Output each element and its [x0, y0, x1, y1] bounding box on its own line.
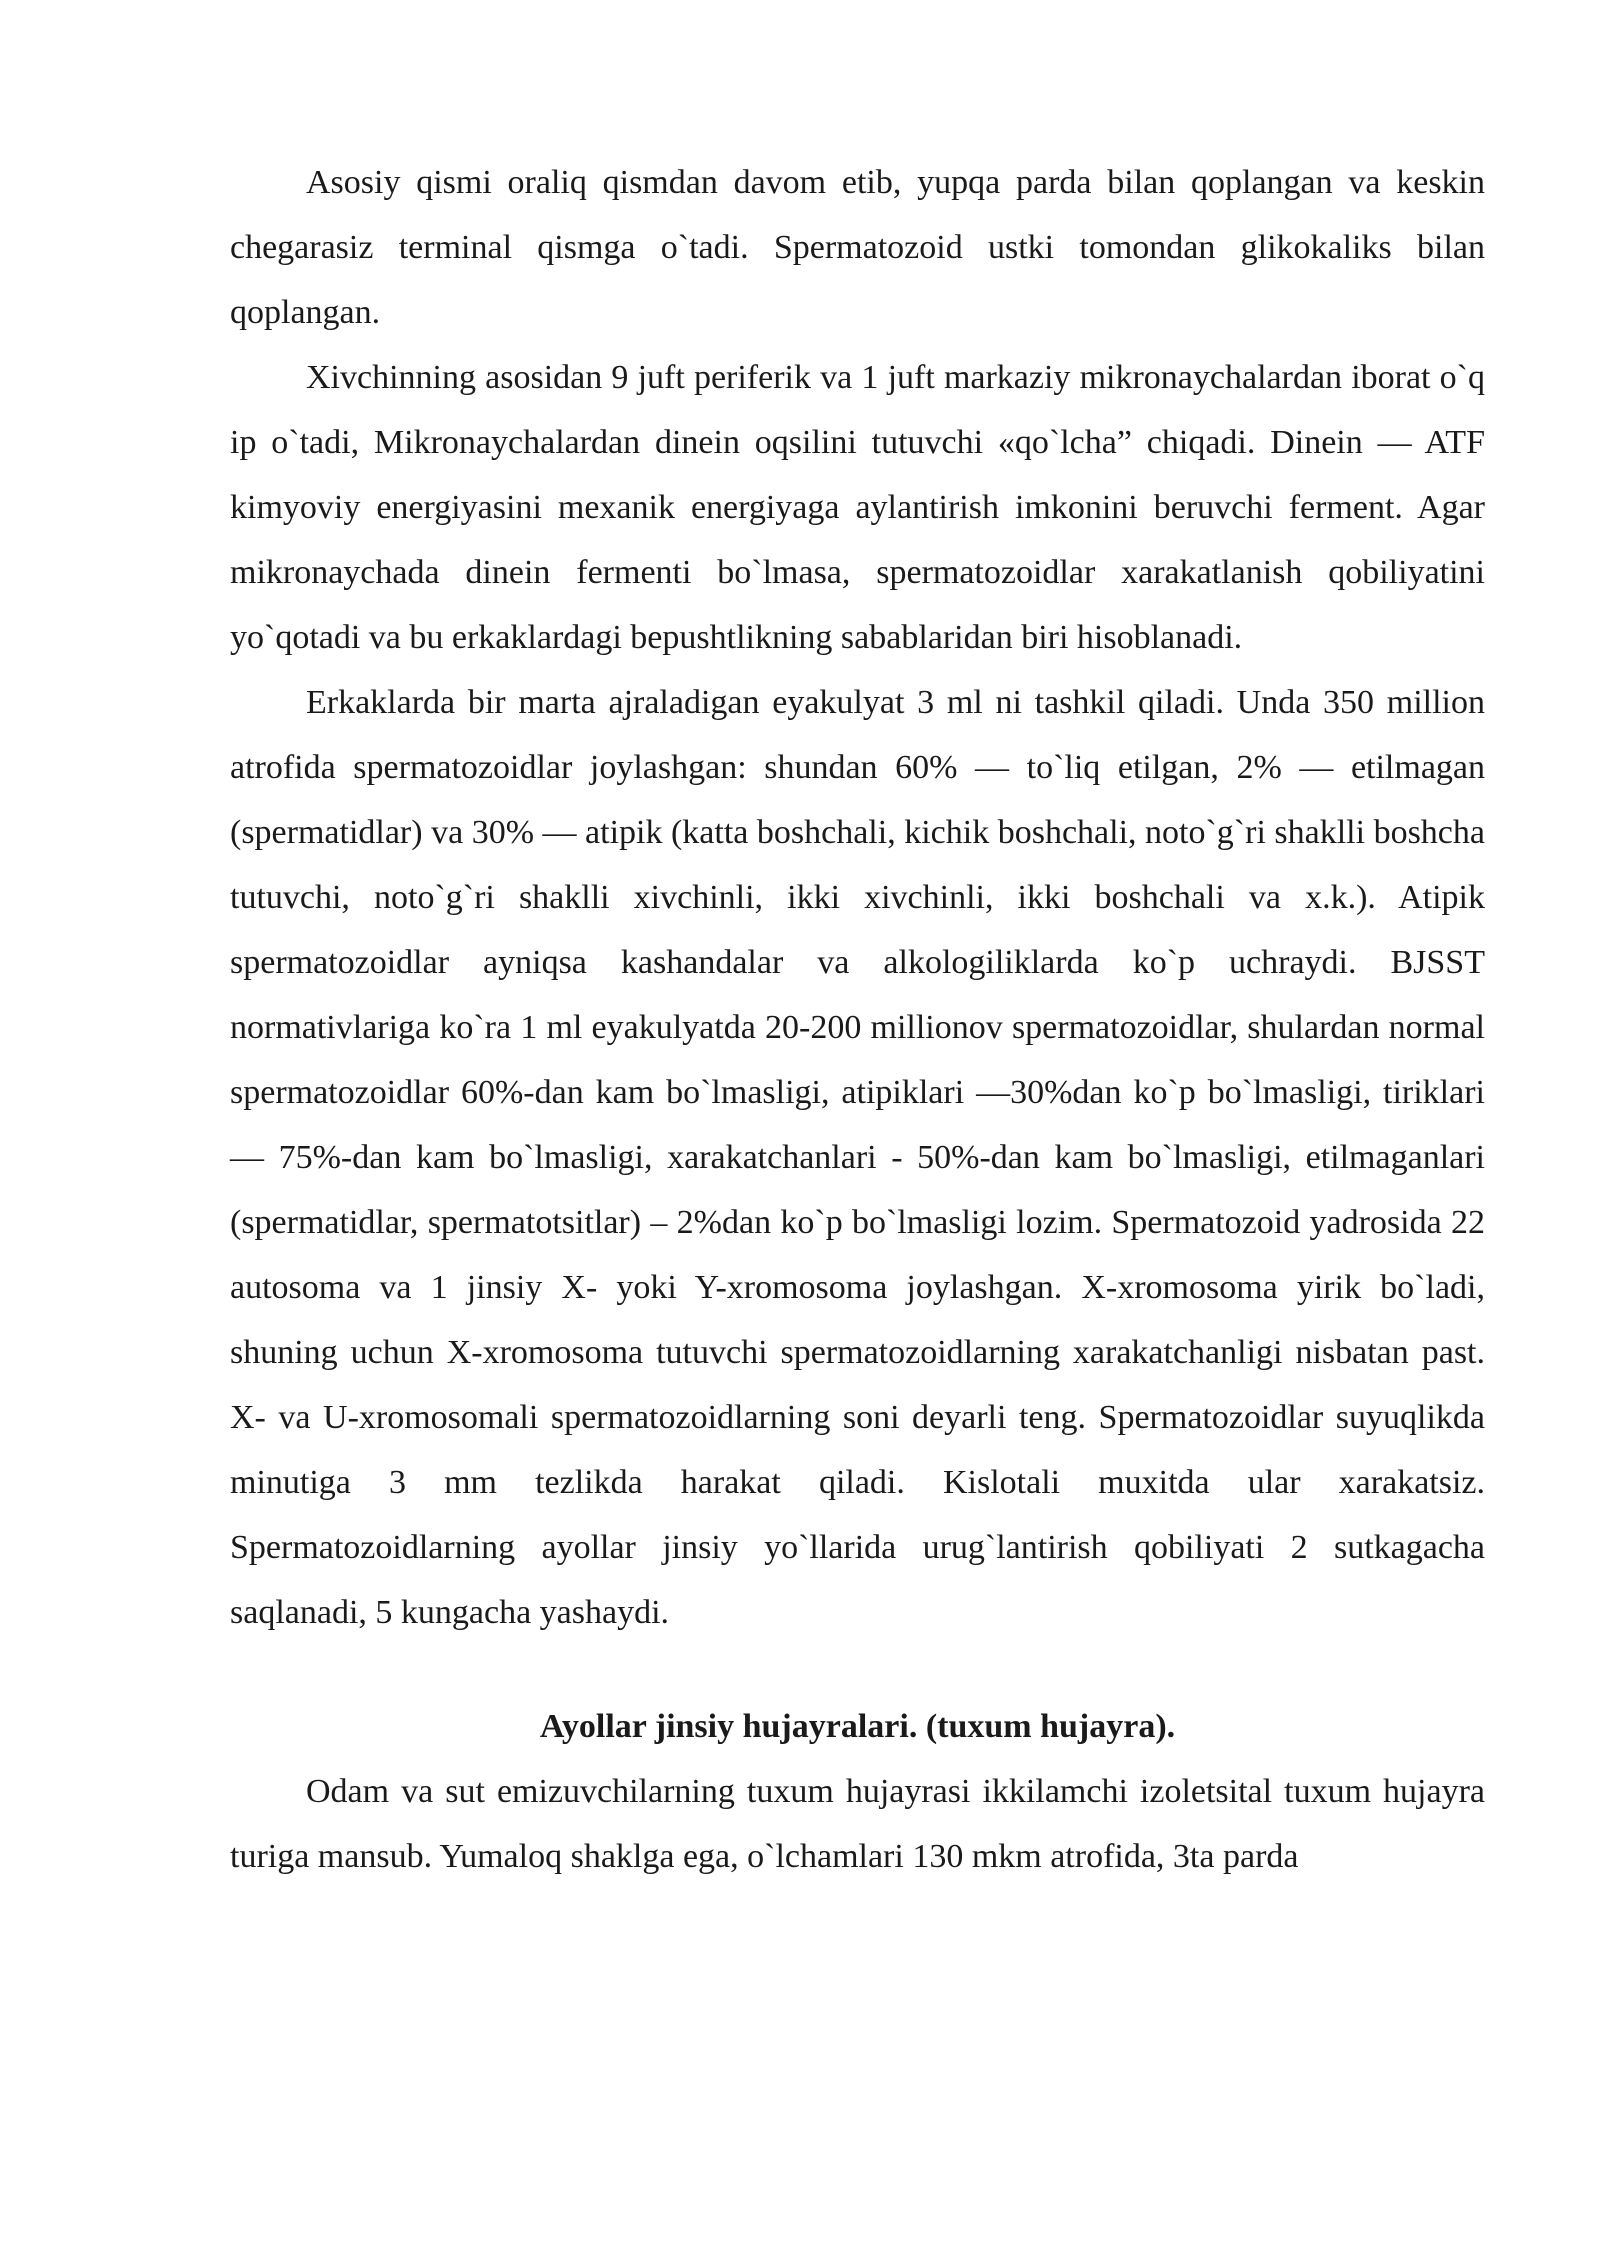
paragraph-egg-cell: Odam va sut emizuvchilarning tuxum hujayrasi ikkilamchi izoletsital tuxum hujayra turiga mansub. Yumaloq shaklga ega, o`lchamlari 130 mkm atrofida, 3ta parda	[230, 1773, 1485, 1875]
paragraph-main-part: Asosiy qismi oraliq qismdan davom etib, yupqa parda bilan qoplangan va keskin chegarasiz terminal qismga o`tadi. Spermatozoid ustki tomondan glikokaliks bilan qoplangan.	[230, 164, 1485, 331]
section-heading: Ayollar jinsiy hujayralari. (tuxum hujayra).	[539, 1708, 1176, 1745]
paragraph-flagellum: Xivchinning asosidan 9 juft periferik va 1 juft markaziy mikronaychalardan iborat o`q ip o`tadi, Mikronaychalardan dinein oqsilini tutuvchi «qo`lcha” chiqadi. Dinein — ATF kimyoviy energiyasini mexanik energiyaga aylantirish imkonini beruvchi ferment. Agar mikronaychada dinein fermenti bo`lmasa, spermatozoidlar xarakatlanish qobiliyatini yo`qotadi va bu erkaklardagi bepushtlikning sabablaridan biri hisoblanadi.	[230, 359, 1485, 656]
document-page	[230, 150, 1485, 1889]
paragraph-ejaculate: Erkaklarda bir marta ajraladigan eyakulyat 3 ml ni tashkil qiladi. Unda 350 million atrofida spermatozoidlar joylashgan: shundan 60% — to`liq etilgan, 2% — etilmagan (spermatidlar) va 30% — atipik (katta boshchali, kichik boshchali, noto`g`ri shaklli boshcha tutuvchi, noto`g`ri shaklli xivchinli, ikki xivchinli, ikki boshchali va x.k.). Atipik spermatozoidlar ayniqsa kashandalar va alkologiliklarda ko`p uchraydi. BJSST normativlariga ko`ra 1 ml eyakulyatda 20-200 millionov spermatozoidlar, shulardan normal spermatozoidlar 60%-dan kam bo`lmasligi, atipiklari —30%dan ko`p bo`lmasligi, tiriklari — 75%-dan kam bo`lmasligi, xarakatchanlari - 50%-dan kam bo`lmasligi, etilmaganlari (spermatidlar, spermatotsitlar) – 2%dan ko`p bo`lmasligi lozim. Spermatozoid yadrosida 22 autosoma va 1 jinsiy X- yoki Y-xromosoma joylashgan. X-xromosoma yirik bo`ladi, shuning uchun X-xromosoma tutuvchi spermatozoidlarning xarakatchanligi nisbatan past. X- va U-xromosomali spermatozoidlarning soni deyarli teng. Spermatozoidlar suyuqlikda minutiga 3 mm tezlikda harakat qiladi. Kislotali muxitda ular xarakatsiz. Spermatozoidlarning ayollar jinsiy yo`llarida urug`lantirish qobiliyati 2 sutkagacha saqlanadi, 5 kungacha yashaydi.	[230, 684, 1485, 1631]
